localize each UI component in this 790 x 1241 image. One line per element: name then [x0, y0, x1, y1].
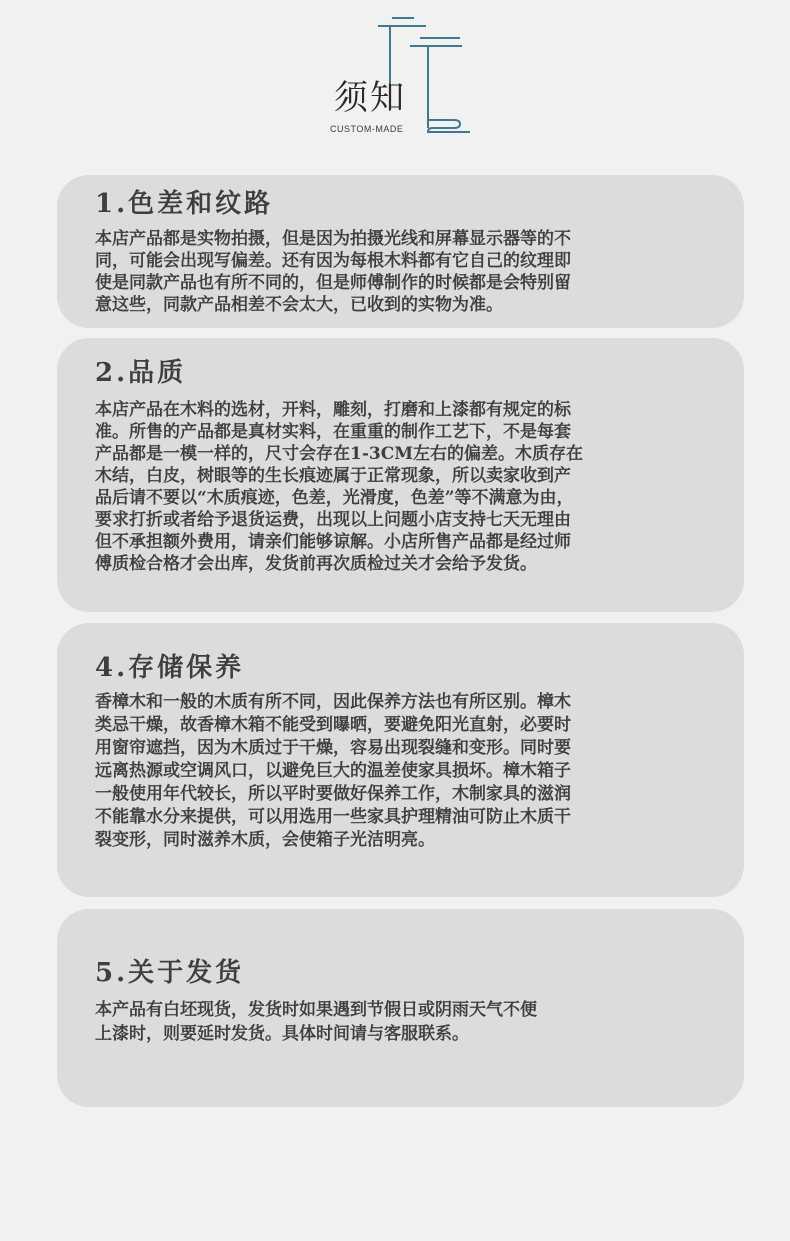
section-text-line: 意这些，同款产品相差不会太大，已收到的实物为准。: [95, 295, 503, 315]
section-text-line: 本产品有白坯现货，发货时如果遇到节假日或阴雨天气不便: [95, 1000, 537, 1020]
section-text-line: 傅质检合格才会出库，发货前再次质检过关才会给予发货。: [95, 554, 537, 574]
custom-made-ornament-icon: [370, 12, 470, 140]
section-text-line: 但不承担额外费用，请亲们能够谅解。小店所售产品都是经过师: [95, 532, 571, 552]
section-card-quality: [57, 338, 744, 612]
section-text-line: 类忌干燥，故香樟木箱不能受到曝晒，要避免阳光直射，必要时: [95, 715, 571, 735]
page-subtitle: CUSTOM-MADE: [330, 124, 404, 134]
section-text-line: 木结，白皮，树眼等的生长痕迹属于正常现象，所以卖家收到产: [95, 466, 571, 486]
section-title: 2.品质: [95, 358, 187, 388]
section-text-line: 使是同款产品也有所不同的，但是师傅制作的时候都是会特别留: [95, 273, 571, 293]
section-text-line: 品后请不要以“木质痕迹，色差，光滑度，色差”等不满意为由，: [95, 488, 574, 508]
section-title: 1.色差和纹路: [95, 189, 274, 219]
header: [0, 0, 790, 160]
section-card-shipping: [57, 909, 744, 1107]
section-text-line: 准。所售的产品都是真材实料，在重重的制作工艺下，不是每套: [95, 422, 571, 442]
section-text-line: 裂变形，同时滋养木质，会使箱子光洁明亮。: [95, 830, 435, 850]
section-card-storage-care: [57, 623, 744, 897]
section-text-line: 不能靠水分来提供，可以用选用一些家具护理精油可防止木质干: [95, 807, 571, 827]
section-text-line: 本店产品都是实物拍摄，但是因为拍摄光线和屏幕显示器等的不: [95, 229, 571, 249]
page-title: 须知: [334, 78, 406, 118]
section-text-line: 本店产品在木料的选材，开料，雕刻，打磨和上漆都有规定的标: [95, 400, 571, 420]
section-title: 4.存储保养: [95, 653, 245, 683]
section-text-line: 要求打折或者给予退货运费，出现以上问题小店支持七天无理由: [95, 510, 571, 530]
section-title: 5.关于发货: [95, 958, 245, 988]
section-text-line: 远离热源或空调风口，以避免巨大的温差使家具损坏。樟木箱子: [95, 761, 571, 781]
section-text-line: 上漆时，则要延时发货。具体时间请与客服联系。: [95, 1024, 469, 1044]
section-card-color-texture: [57, 175, 744, 328]
section-text-line: 产品都是一模一样的，尺寸会存在1-3CM左右的偏差。木质存在: [95, 444, 584, 464]
section-text-line: 同，可能会出现写偏差。还有因为每根木料都有它自己的纹理即: [95, 251, 571, 271]
section-text-line: 一般使用年代较长，所以平时要做好保养工作，木制家具的滋润: [95, 784, 571, 804]
section-text-line: 用窗帘遮挡，因为木质过于干燥，容易出现裂缝和变形。同时要: [95, 738, 571, 758]
section-text-line: 香樟木和一般的木质有所不同，因此保养方法也有所区别。樟木: [95, 692, 571, 712]
